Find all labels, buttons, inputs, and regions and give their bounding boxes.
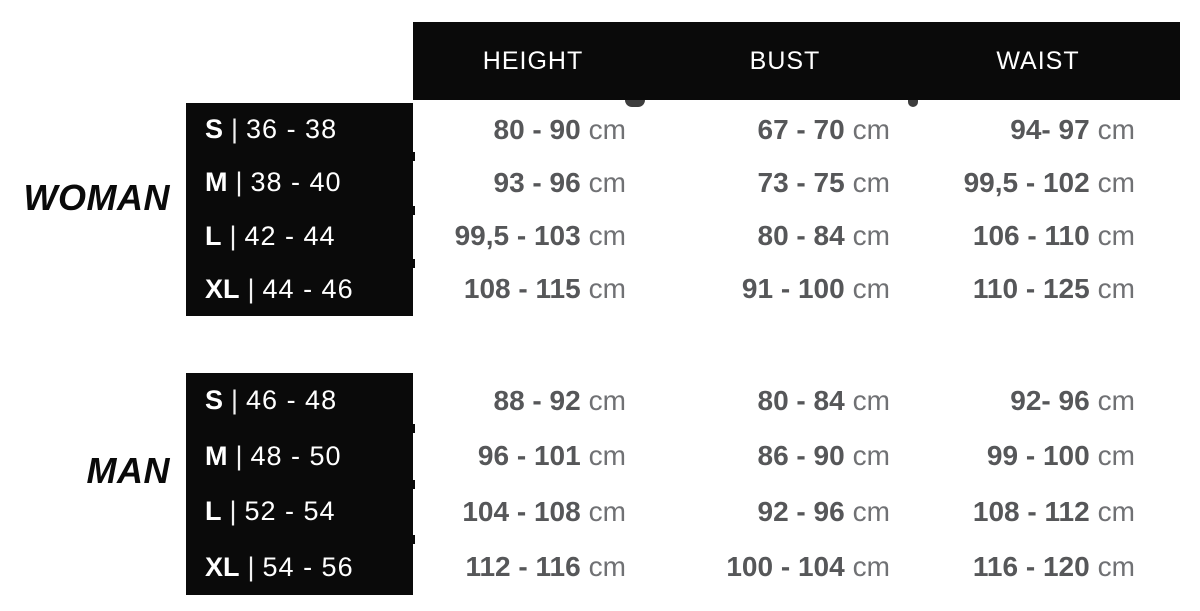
unit-label: cm — [588, 384, 626, 416]
size-separator: | — [231, 114, 239, 145]
unit-label: cm — [1097, 220, 1135, 252]
unit-label: cm — [852, 440, 890, 472]
unit-label: cm — [852, 273, 890, 305]
bust-cell — [640, 540, 905, 596]
size-range: 36 - 38 — [246, 114, 338, 145]
size-row — [205, 116, 413, 143]
measurement-value: 104 - 108 — [462, 495, 581, 527]
waist-cell — [905, 263, 1180, 316]
height-cell — [413, 103, 640, 156]
size-range: 54 - 56 — [262, 551, 354, 582]
measurement-value: 80 - 84 — [757, 384, 845, 416]
waist-cell — [905, 103, 1180, 156]
measurement-value: 108 - 112 — [972, 495, 1090, 527]
bust-cell — [640, 263, 905, 316]
height-cell — [413, 540, 640, 596]
bust-cell — [640, 373, 905, 429]
size-row — [205, 551, 413, 582]
unit-label: cm — [588, 166, 626, 198]
measurement-value: 116 - 120 — [972, 551, 1090, 583]
column-header-waist: WAIST — [996, 46, 1080, 75]
unit-label: cm — [1097, 384, 1135, 416]
measurement-value: 99 - 100 — [986, 440, 1090, 472]
measurement-value: 92 - 96 — [757, 495, 845, 527]
size-row — [205, 387, 413, 414]
size-range: 52 - 54 — [244, 496, 336, 527]
bust-cell — [640, 156, 905, 209]
size-range: 38 - 40 — [250, 167, 342, 198]
unit-label: cm — [1097, 495, 1135, 527]
waist-cell — [905, 373, 1180, 429]
man-size-column — [186, 373, 413, 595]
size-label: M — [205, 167, 228, 198]
measurement-value: 99,5 - 103 — [454, 220, 581, 252]
size-range: 48 - 50 — [250, 440, 342, 471]
measurement-value: 92- 96 — [1010, 384, 1090, 416]
woman-label: WOMAN — [23, 177, 170, 218]
unit-label: cm — [588, 495, 626, 527]
measurement-value: 80 - 90 — [493, 113, 581, 145]
measurement-value: 67 - 70 — [757, 113, 845, 145]
measurement-value: 108 - 115 — [463, 273, 581, 305]
size-row — [205, 220, 413, 251]
unit-label: cm — [852, 113, 890, 145]
measurement-value: 88 - 92 — [493, 384, 581, 416]
measurement-value: 110 - 125 — [972, 273, 1090, 305]
size-label: L — [205, 220, 222, 251]
woman-measurements — [413, 103, 1180, 316]
unit-label: cm — [852, 166, 890, 198]
size-label: M — [205, 440, 228, 471]
size-range: 42 - 44 — [244, 220, 336, 251]
waist-cell — [905, 540, 1180, 596]
size-separator: | — [247, 551, 255, 582]
size-label: L — [205, 496, 222, 527]
size-row — [205, 440, 413, 471]
height-cell — [413, 263, 640, 316]
waist-cell — [905, 484, 1180, 540]
size-range: 44 - 46 — [262, 273, 354, 304]
measurement-value: 100 - 104 — [726, 551, 845, 583]
waist-cell — [905, 210, 1180, 263]
woman-size-column — [186, 103, 413, 316]
measurement-value: 86 - 90 — [757, 440, 845, 472]
unit-label: cm — [588, 273, 626, 305]
size-label: S — [205, 114, 224, 145]
unit-label: cm — [1097, 113, 1135, 145]
size-separator: | — [247, 273, 255, 304]
size-separator: | — [235, 167, 243, 198]
unit-label: cm — [588, 440, 626, 472]
unit-label: cm — [1097, 440, 1135, 472]
table-header — [413, 22, 1180, 100]
unit-label: cm — [1097, 273, 1135, 305]
waist-cell — [905, 429, 1180, 485]
size-row — [205, 273, 413, 304]
height-cell — [413, 210, 640, 263]
unit-label: cm — [588, 551, 626, 583]
bust-cell — [640, 429, 905, 485]
measurement-value: 94- 97 — [1010, 113, 1090, 145]
height-cell — [413, 156, 640, 209]
size-separator: | — [231, 385, 239, 416]
size-separator: | — [229, 220, 237, 251]
height-cell — [413, 429, 640, 485]
bust-cell — [640, 103, 905, 156]
bust-cell — [640, 210, 905, 263]
man-label: MAN — [86, 450, 170, 491]
measurement-value: 106 - 110 — [972, 220, 1090, 252]
unit-label: cm — [588, 113, 626, 145]
unit-label: cm — [852, 495, 890, 527]
size-label: S — [205, 385, 224, 416]
measurement-value: 80 - 84 — [757, 220, 845, 252]
man-measurements — [413, 373, 1180, 595]
size-separator: | — [229, 496, 237, 527]
size-row — [205, 169, 413, 196]
measurement-value: 96 - 101 — [477, 440, 581, 472]
size-range: 46 - 48 — [246, 385, 338, 416]
unit-label: cm — [1097, 166, 1135, 198]
measurement-value: 99,5 - 102 — [963, 166, 1090, 198]
column-header-height: HEIGHT — [482, 46, 584, 75]
unit-label: cm — [852, 220, 890, 252]
height-cell — [413, 484, 640, 540]
measurement-value: 91 - 100 — [741, 273, 845, 305]
measurement-value: 73 - 75 — [757, 166, 845, 198]
unit-label: cm — [588, 220, 626, 252]
bust-cell — [640, 484, 905, 540]
unit-label: cm — [852, 384, 890, 416]
size-row — [205, 498, 413, 525]
column-header-bust: BUST — [749, 46, 821, 75]
waist-cell — [905, 156, 1180, 209]
measurement-value: 93 - 96 — [493, 166, 581, 198]
unit-label: cm — [1097, 551, 1135, 583]
size-label: XL — [205, 551, 240, 582]
size-label: XL — [205, 273, 240, 304]
unit-label: cm — [852, 551, 890, 583]
size-separator: | — [235, 440, 243, 471]
measurement-value: 112 - 116 — [465, 551, 581, 583]
height-cell — [413, 373, 640, 429]
